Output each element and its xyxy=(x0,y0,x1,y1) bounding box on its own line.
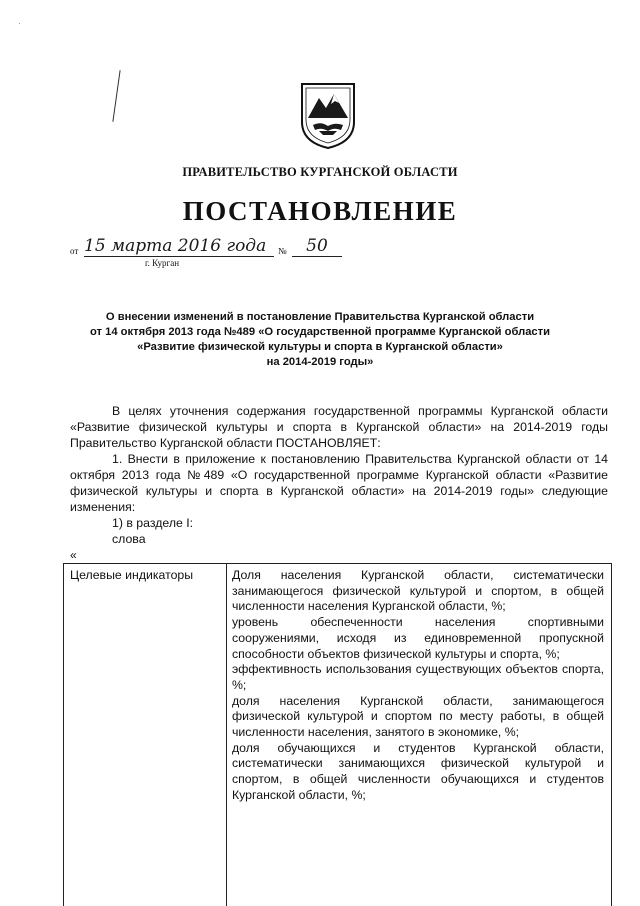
document-type-title: ПОСТАНОВЛЕНИЕ xyxy=(182,196,458,226)
words-label: слова xyxy=(112,532,146,546)
handwritten-number: 50 xyxy=(292,236,342,257)
subject-line: от 14 октября 2013 года №489 «О государственной программе Курганской области xyxy=(89,326,551,338)
coat-of-arms-emblem xyxy=(299,82,357,150)
subject-line: «Развитие физической культуры и спорта в Курганской области» xyxy=(137,341,503,353)
subject-line: на 2014-2019 годы» xyxy=(266,356,374,368)
clause-1-paragraph: 1. Внести в приложение к постановлению Правительства Курганской области от 14 октября 2013 года №489 «О государственной программе Курганской области «Развитие физической культуры и спорта в Курганской области» на 2014-2019 годы» следующие изменения: xyxy=(70,452,608,514)
indicators-table xyxy=(63,563,612,906)
margin-pen-mark xyxy=(112,70,120,122)
preamble-paragraph: В целях уточнения содержания государственной программы Курганской области «Развитие физической культуры и спорта в Курганской области» на 2014-2019 годы Правительство Курганской области ПОСТАНОВЛЯЕТ: xyxy=(70,404,608,450)
indicator-item: доля обучающихся и студентов Курганской области, систематически занимающихся физической культурой и спортом, в общей численности обучающихся и студентов Курганской области, %; xyxy=(232,740,604,802)
subject-heading xyxy=(60,310,580,370)
corner-mark: · xyxy=(18,18,21,28)
city-label: г. Курган xyxy=(145,258,180,268)
date-prefix: от xyxy=(70,246,79,256)
item-1: 1) в разделе I: xyxy=(112,516,194,530)
subject-line: О внесении изменений в постановление Правительства Курганской области xyxy=(105,311,535,323)
opening-quote: « xyxy=(70,548,77,562)
indicator-item: Доля населения Курганской области, систематически занимающегося физической культурой и спортом, в общей численности населения Курганской области, %; xyxy=(232,568,604,614)
indicator-item: доля населения Курганской области, занимающегося физической культурой и спортом по месту работы, в общей численности населения, занятого в экономике, %; xyxy=(232,693,604,740)
number-label: № xyxy=(278,246,287,256)
body-text xyxy=(70,403,608,547)
government-name: ПРАВИТЕЛЬСТВО КУРГАНСКОЙ ОБЛАСТИ xyxy=(182,165,458,179)
indicator-item: уровень обеспеченности населения спортивными сооружениями, исходя из единовременной пропускной способности объектов физической культуры и спорта, %; xyxy=(232,615,604,661)
indicator-item: эффективность использования существующих объектов спорта, %; xyxy=(232,662,604,692)
handwritten-date: 15 марта 2016 года xyxy=(84,236,274,257)
table-value-cell xyxy=(232,568,604,804)
document-meta xyxy=(70,238,370,278)
table-label-cell: Целевые индикаторы xyxy=(70,568,194,582)
column-divider xyxy=(226,564,227,906)
